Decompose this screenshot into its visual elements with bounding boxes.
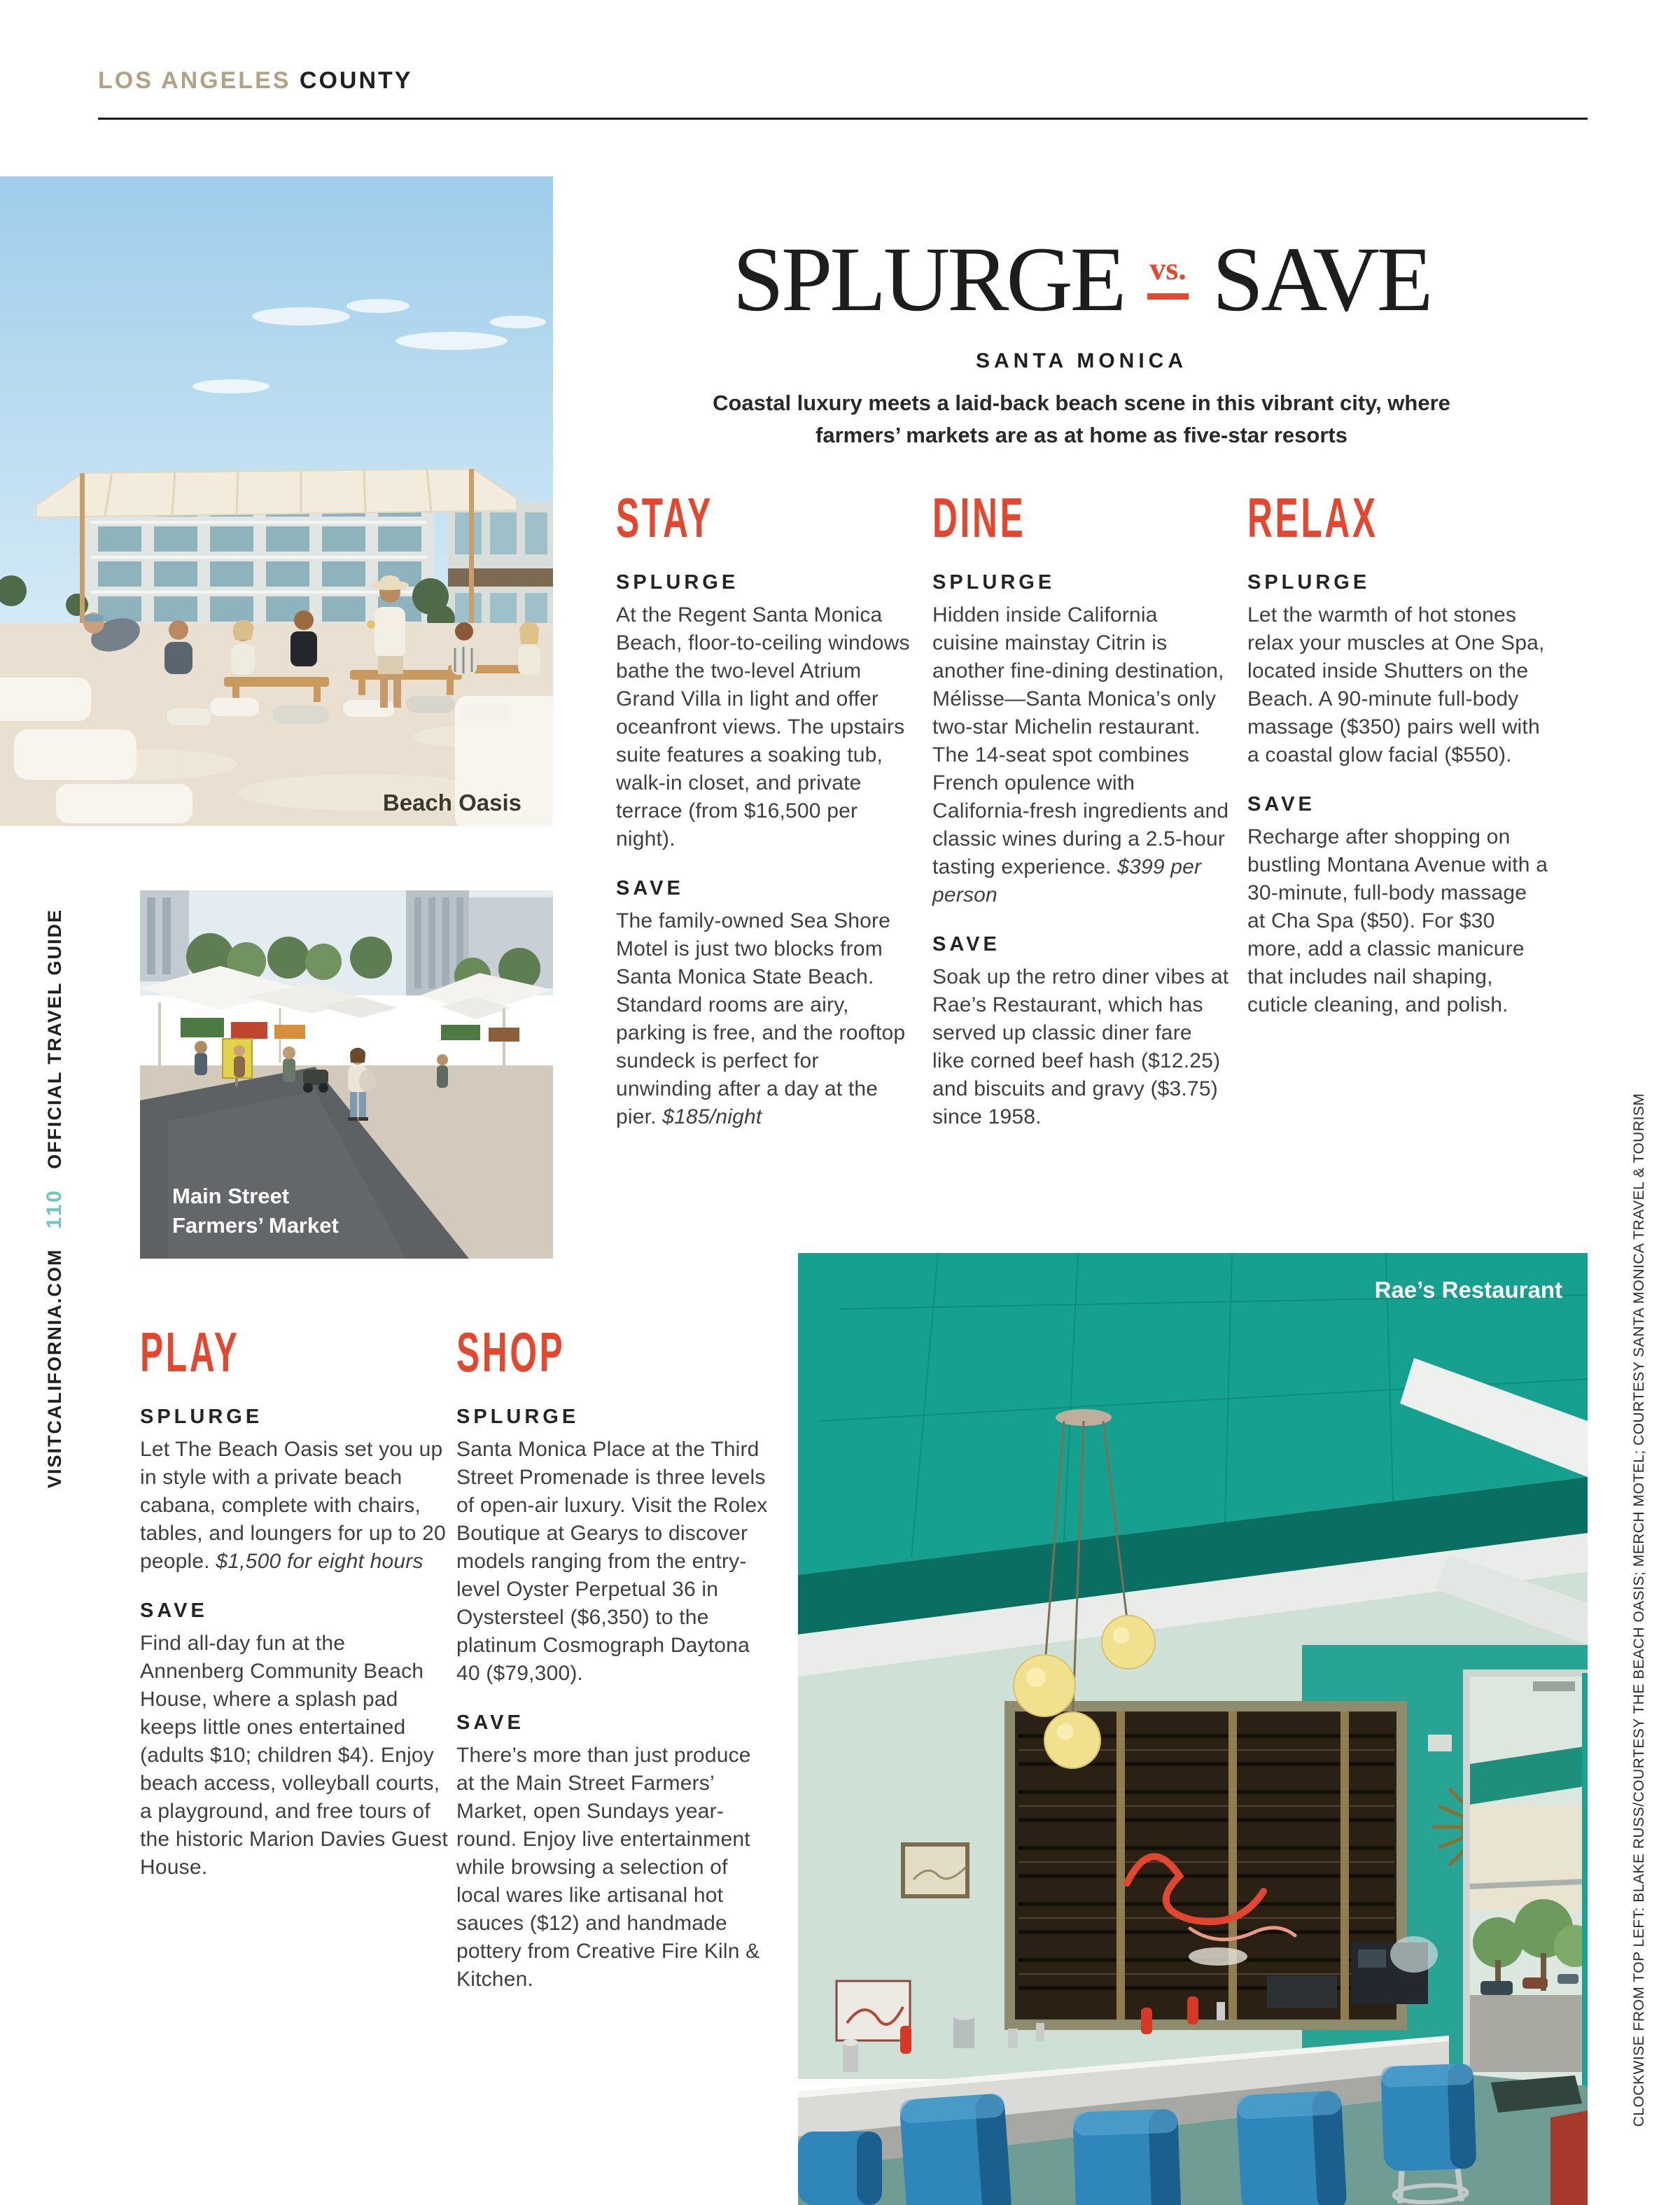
splurge-label: SPLURGE	[456, 1406, 580, 1428]
header-rule	[98, 118, 1588, 120]
guide-label: OFFICIAL TRAVEL GUIDE	[43, 909, 65, 1170]
save-text	[140, 1630, 452, 1882]
page-number: 110	[43, 1189, 66, 1229]
dek	[616, 387, 1547, 451]
section-title-shop: SHOP	[456, 1321, 566, 1383]
section-title-play: PLAY	[140, 1321, 240, 1383]
title-vs: vs.	[1147, 253, 1188, 300]
booth	[1550, 2110, 1588, 2205]
splurge-copy: Let the warmth of hot stones relax your muscles at One Spa, located inside Shutters on the Beach. A 90-minute full-body massage ($350) pairs well with a coastal glow facial ($550).	[1247, 603, 1545, 766]
save-label: SAVE	[1247, 793, 1315, 816]
splurge-text	[932, 601, 1229, 909]
splurge-price: $1,500 for eight hours	[216, 1550, 424, 1573]
dek-line-1: Coastal luxury meets a laid-back beach scene in this vibrant city, where	[713, 390, 1450, 415]
splurge-label: SPLURGE	[616, 571, 739, 594]
dek-line-2: farmers’ markets are as at home as five-star resorts	[816, 422, 1348, 447]
splurge-text	[1247, 601, 1548, 769]
save-copy: The family-owned Sea Shore Motel is just two blocks from Santa Monica State Beach. Standard rooms are airy, parking is free, and the rooftop sundeck is perfect for unwinding after a day at the pier.	[616, 909, 906, 1128]
save-copy: Recharge after shopping on bustling Montana Avenue with a 30-minute, full-body massage at Cha Spa ($50). For $30 more, add a classic manicure that includes nail shaping, cuticle cleaning, and polish.	[1247, 825, 1548, 1016]
splurge-price: $399 per person	[932, 855, 1202, 906]
city-label: SANTA MONICA	[976, 349, 1187, 372]
save-copy: Soak up the retro diner vibes at Rae’s Restaurant, which has served up classic diner fare like corned beef hash ($12.25) and biscuits and gravy ($3.75) since 1958.	[932, 965, 1229, 1128]
produce-stalls	[181, 1018, 519, 1042]
splurge-copy: Santa Monica Place at the Third Street Promenade is three levels of open-air luxury. Visit the Rolex Boutique at Gearys to discover models ranging from the entry-level Oyster Perpetual 36 in Oystersteel ($6,350) to the platinum Cosmograph Daytona 40 ($79,300).	[456, 1438, 768, 1685]
section-play	[140, 1321, 452, 1905]
beach-scene-illustration	[0, 176, 553, 826]
splurge-label: SPLURGE	[140, 1406, 263, 1428]
beach-oasis-photo	[0, 176, 553, 826]
save-label: SAVE	[140, 1600, 208, 1622]
photo-credits: CLOCKWISE FROM TOP LEFT: BLAKE RUSS/COURTESY THE BEACH OASIS; MERCH MOTEL; COURTESY SANTA MONICA TRAVEL & TOURISM	[1631, 1093, 1647, 2127]
section-relax	[1247, 486, 1548, 1043]
section-dine	[932, 486, 1229, 1155]
save-text	[932, 963, 1229, 1131]
save-label: SAVE	[456, 1712, 524, 1734]
diner-caption: Rae’s Restaurant	[1374, 1277, 1562, 1303]
second-building	[448, 502, 553, 631]
splurge-copy: Hidden inside California cuisine mainstay Citrin is another fine-dining destination, Mélisse—Santa Monica’s only two-star Michelin restaurant. The 14-seat spot combines French opulence with California-fresh ingredients and classic wines during a 2.5-hour tasting experience.	[932, 603, 1229, 878]
picture-frame	[903, 1844, 967, 1896]
save-text	[456, 1742, 769, 1994]
kicker	[98, 67, 412, 94]
save-text	[1247, 823, 1548, 1019]
left-rail	[43, 909, 66, 1488]
market-caption	[172, 1182, 339, 1240]
save-copy: There’s more than just produce at the Main Street Farmers’ Market, open Sundays year-round. Enjoy live entertainment while browsing a selection of local wares like artisanal hot sauces ($12) and handmade pottery from Creative Fire Kiln & Kitchen.	[456, 1744, 760, 1991]
splurge-copy: Let The Beach Oasis set you up in style with a private beach cabana, complete with chairs, tables, and loungers for up to 20 people.	[140, 1438, 446, 1573]
title-splurge: SPLURGE	[732, 227, 1124, 330]
save-label: SAVE	[932, 933, 1000, 955]
splurge-text	[140, 1436, 452, 1576]
save-label: SAVE	[616, 877, 684, 899]
save-text	[616, 907, 913, 1131]
site-url: VISITCALIFORNIA.COM	[43, 1248, 65, 1488]
kicker-region: LOS ANGELES	[98, 67, 291, 94]
save-price: $185/night	[662, 1105, 762, 1128]
save-copy: Find all-day fun at the Annenberg Community Beach House, where a splash pad keeps little ones entertained (adults $10; children $4). Enjoy beach access, volleyball courts, a playground, and free tours of the historic Marion Davies Guest House.	[140, 1632, 448, 1879]
page-title	[616, 227, 1547, 330]
section-title-dine: DINE	[932, 486, 1026, 549]
section-title-relax: RELAX	[1247, 486, 1378, 549]
raes-restaurant-photo	[798, 1253, 1588, 2205]
title-save: SAVE	[1212, 227, 1431, 330]
splurge-label: SPLURGE	[932, 571, 1056, 594]
splurge-label: SPLURGE	[1247, 571, 1371, 594]
section-title-stay: STAY	[616, 486, 713, 549]
kicker-county: COUNTY	[299, 67, 413, 94]
market-caption-line-2: Farmers’ Market	[172, 1213, 339, 1238]
market-caption-line-1: Main Street	[172, 1184, 290, 1208]
section-stay	[616, 486, 913, 1155]
splurge-copy: At the Regent Santa Monica Beach, floor-to-ceiling windows bathe the two-level Atrium Grand Villa in light and offer oceanfront views. The upstairs suite features a soaking tub, walk-in closet, and private terrace (from $16,500 per night).	[616, 603, 910, 850]
splurge-text	[616, 601, 913, 853]
section-shop	[456, 1321, 769, 2017]
beach-caption: Beach Oasis	[382, 790, 522, 816]
diner-scene-illustration	[798, 1253, 1588, 2205]
glass-door	[1466, 1673, 1588, 2135]
title-block	[616, 227, 1547, 451]
splurge-text	[456, 1436, 769, 1688]
